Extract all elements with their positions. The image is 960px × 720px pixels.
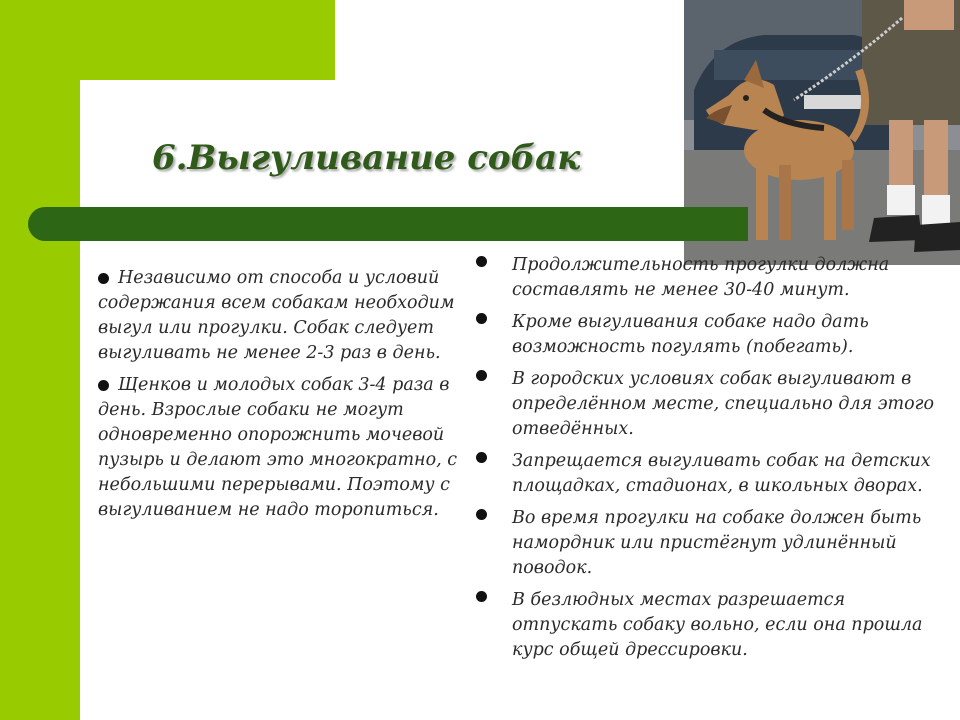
title-underline-bar [28,207,748,241]
left-bullet-list [98,266,478,530]
list-item [512,449,952,499]
bullet-icon [476,370,487,381]
list-item-text: Во время прогулки на собаке должен быть намордник или пристёгнут удлинённый поводок. [512,508,922,578]
page-title: 6.Выгуливание собак [152,138,581,178]
list-item [98,266,478,366]
list-item-text: Кроме выгуливания собаке надо дать возможность погулять (побегать). [512,312,869,357]
list-item-text: Продолжительность прогулки должна составлять не менее 30-40 минут. [512,255,890,300]
bullet-icon [98,380,109,391]
list-item [512,506,952,581]
list-item [512,588,952,663]
list-item-text: Запрещается выгуливать собак на детских площадках, стадионах, в школьных дворах. [512,451,931,496]
list-item-text: В городских условиях собак выгуливают в определённом месте, специально для этого отведённых. [512,369,935,439]
list-item-text: Независимо от способа и условий содержания всем собакам необходим выгул или прогулки. Собак следует выгуливать не менее 2-3 раз в день. [98,268,455,363]
list-item [512,367,952,442]
list-item [98,373,478,523]
bullet-icon [476,591,487,602]
right-bullet-list [512,253,952,670]
decor-rounded-corner [80,80,140,140]
decor-green-left [0,0,80,720]
bullet-icon [98,273,109,284]
bullet-icon [476,509,487,520]
bullet-icon [476,452,487,463]
list-item [512,310,952,360]
list-item-text: В безлюдных местах разрешается отпускать собаку вольно, если она прошла курс общей дрессировки. [512,590,923,660]
list-item [512,253,952,303]
list-item-text: Щенков и молодых собак 3-4 раза в день. Взрослые собаки не могут одновременно опорожнить мочевой пузырь и делают это многократно, с небольшими перерывами. Поэтому с выгуливанием не надо торопиться. [98,375,458,520]
decor-green-top [0,0,335,80]
bullet-icon [476,313,487,324]
bullet-icon [476,256,487,267]
